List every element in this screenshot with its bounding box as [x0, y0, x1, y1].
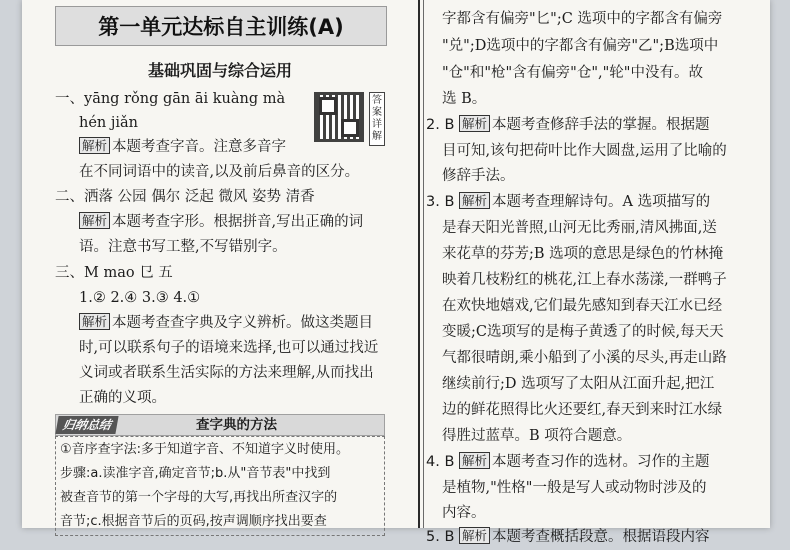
answer-2-right: [426, 112, 710, 138]
right-line-1: 字都含有偏旁"匕";C 选项中的字都含有偏旁: [442, 11, 723, 27]
column-divider-thin: [423, 0, 424, 528]
answer-3: 三、M mao 㔾 五: [55, 265, 173, 281]
analysis-tag: 解析: [79, 137, 110, 154]
answer-1-pinyin: 一、yāng rǒng gān āi kuàng mà: [55, 91, 286, 107]
right-line-15: 气都很晴朗,乘小船到了小溪的尽头,再走山路: [442, 350, 727, 366]
analysis-tag: 解析: [459, 527, 490, 544]
answer-4-label: 4. B: [426, 454, 455, 470]
qr-code-icon: [314, 92, 364, 142]
answer-5-label: 5. B: [426, 529, 455, 545]
summary-box: [55, 436, 385, 536]
analysis-tag: 解析: [459, 115, 490, 132]
qr-label: 答案详解: [369, 92, 385, 146]
summary-tag: 归纳总结: [55, 416, 118, 434]
answer-3-right: [426, 189, 710, 215]
summary-title: 查字典的方法: [196, 417, 277, 433]
analysis-tag: 解析: [79, 212, 110, 229]
analysis-2: [79, 209, 363, 235]
column-divider: [418, 0, 420, 528]
analysis-1-text: 本题考查字音。注意多音字: [112, 139, 287, 155]
summary-line-1: ①音序查字法:多于知道字音、不知道字义时使用。: [60, 442, 350, 457]
answer-3-label: 3. B: [426, 194, 455, 210]
right-line-16: 继续前行;D 选项写了太阳从江面升起,把江: [442, 376, 715, 392]
right-line-12: 映着几枝粉红的桃花,江上春水荡漾,一群鸭子: [442, 272, 727, 288]
answer-2: 二、洒落 公园 偶尔 泛起 微风 姿势 清香: [55, 189, 315, 205]
right-line-14: 变暖;C选项写的是梅子黄透了的时候,每天天: [442, 324, 724, 340]
analysis-3: [79, 310, 373, 336]
analysis-3-text: 本题考查查字典及字义辨析。做这类题目: [112, 315, 374, 331]
right-line-6: 目可知,该句把荷叶比作大圆盘,运用了比喻的: [442, 143, 727, 159]
summary-header: [55, 414, 385, 436]
page-title: 第一单元达标自主训练(A): [55, 6, 387, 46]
answer-4-right: [426, 449, 710, 475]
analysis-1-cont: 在不同词语中的读音,以及前后鼻音的区分。: [79, 164, 360, 180]
answer-4-text: 本题考查习作的选材。习作的主题: [492, 454, 710, 470]
right-line-10: 是春天阳光普照,山河无比秀丽,清风拂面,送: [442, 220, 717, 236]
summary-line-4: 音节;c.根据音节后的页码,按声调顺序找出要查: [60, 514, 327, 529]
answer-3-text: 本题考查理解诗句。A 选项描写的: [492, 194, 711, 210]
answer-1-pinyin-cont: hén jiǎn: [79, 115, 138, 131]
answer-5-text: 本题考查概括段意。根据语段内容: [492, 529, 710, 545]
right-line-7: 修辞手法。: [442, 168, 515, 184]
summary-line-3: 被查音节的第一个字母的大写,再找出所查汉字的: [60, 490, 338, 505]
section-subtitle: 基础巩固与综合运用: [147, 61, 292, 80]
summary-line-2: 步骤:a.读准字音,确定音节;b.从"音节表"中找到: [60, 466, 331, 481]
analysis-3-cont-1: 时,可以联系句子的语境来选择,也可以通过找近: [79, 340, 379, 356]
analysis-3-cont-3: 正确的义项。: [79, 390, 166, 406]
workbook-page: [22, 0, 770, 545]
right-line-18: 得胜过蓝草。B 项符合题意。: [442, 428, 632, 444]
analysis-tag: 解析: [459, 452, 490, 469]
right-line-22: 内容。: [442, 505, 486, 521]
right-line-17: 边的鲜花照得比火还要红,春天到来时江水绿: [442, 402, 723, 418]
right-line-21: 是植物,"性格"一般是写人或动物时涉及的: [442, 480, 707, 496]
right-line-2: "兑";D选项中的字都含有偏旁"乙";B选项中: [442, 38, 719, 54]
right-line-13: 在欢快地嬉戏,它们最先感知到春天江水已经: [442, 298, 723, 314]
right-line-4: 选 B。: [442, 91, 487, 107]
right-line-3: "仓"和"枪"含有偏旁"仓","轮"中没有。故: [442, 65, 703, 81]
analysis-2-cont: 语。注意书写工整,不写错别字。: [79, 239, 287, 255]
answer-2-text: 本题考查修辞手法的掌握。根据题: [492, 117, 710, 133]
analysis-3-cont-2: 义词或者联系生活实际的方法来理解,从而找出: [79, 365, 374, 381]
analysis-2-text: 本题考查字形。根据拼音,写出正确的词: [112, 214, 364, 230]
analysis-tag: 解析: [79, 313, 110, 330]
right-line-11: 来花草的芬芳;B 选项的意思是绿色的竹林掩: [442, 246, 724, 262]
answer-2-label: 2. B: [426, 117, 455, 133]
analysis-1: [79, 134, 286, 160]
answer-3-choices: 1.② 2.④ 3.③ 4.①: [79, 290, 201, 306]
analysis-tag: 解析: [459, 192, 490, 209]
